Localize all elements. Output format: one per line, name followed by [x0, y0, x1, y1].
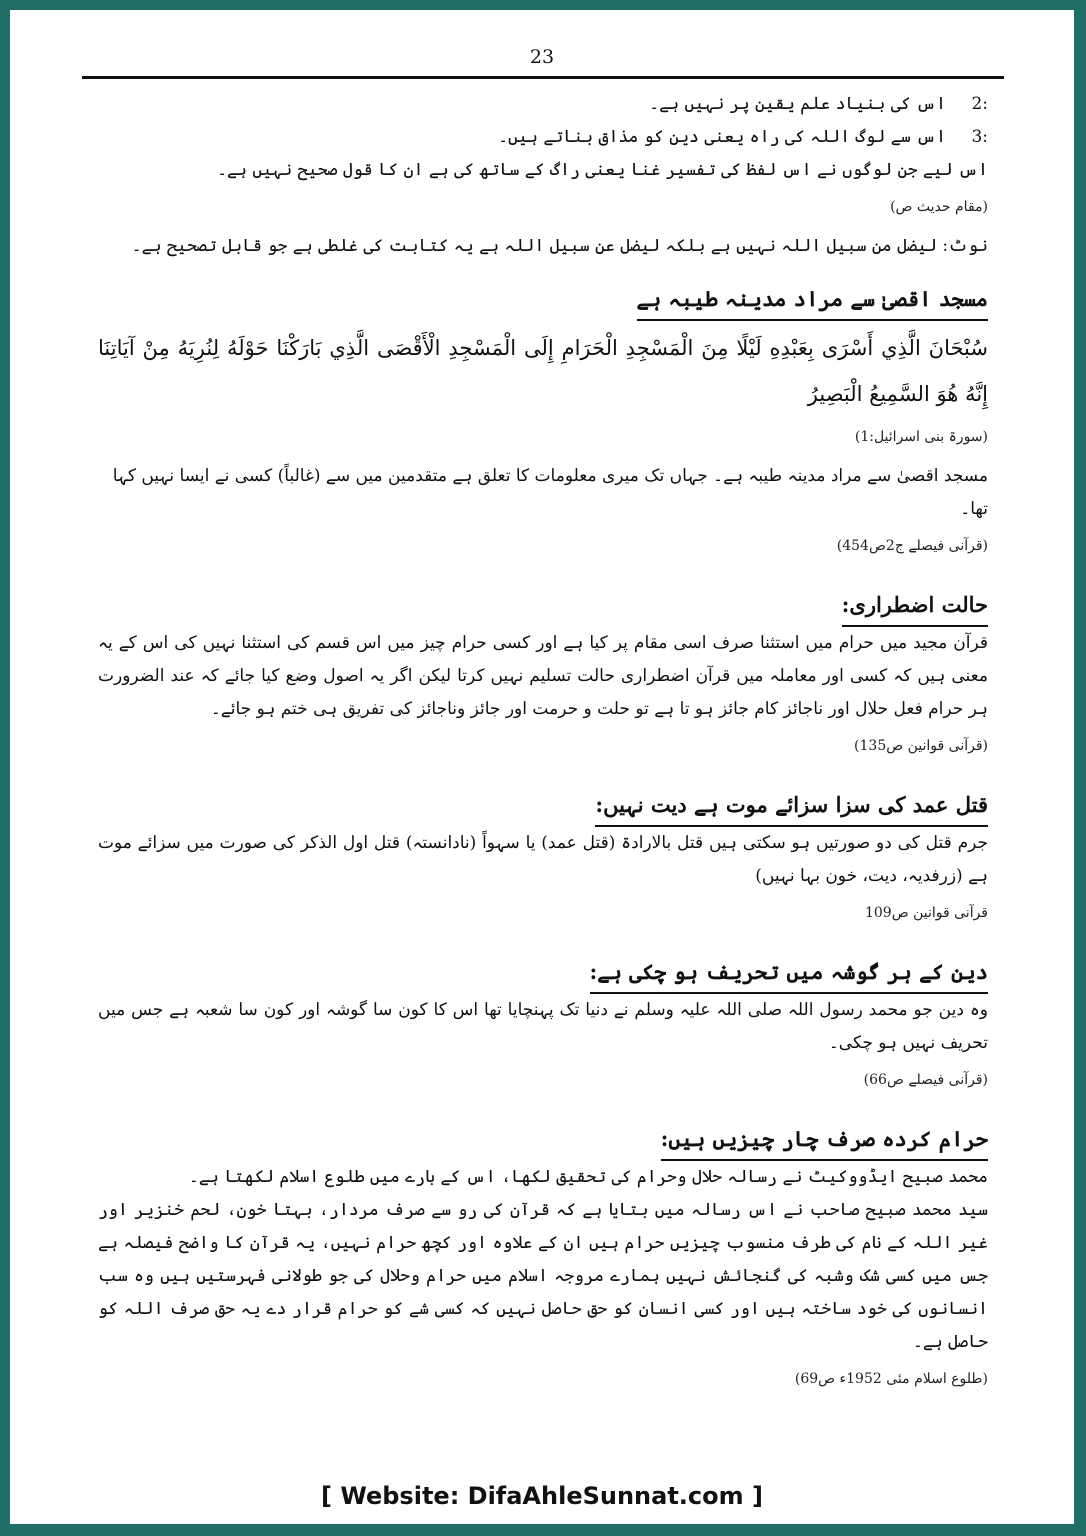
section-heading: مسجد اقصیٰ سے مراد مدینہ طیبہ ہے: [637, 281, 988, 321]
website-footer: [ Website: DifaAhleSunnat.com ]: [321, 1482, 763, 1510]
page-content: [98, 88, 988, 1402]
section-halat-iztirari: [98, 569, 988, 763]
numbered-item-3: [98, 121, 988, 154]
section-text: قرآن مجید میں حرام میں استثنا صرف اسی مقام پر کیا ہے اور کسی حرام چیز میں اس قسم کی استثنا نہیں کی اس کے یہ معنی ہیں کہ کسی اور معاملہ میں قرآن اضطراری حالت تسلیم نہیں کرتا لیکن اگر یہ اصول وضع کیا جائے کہ عند الضرورت ہر حرام فعل حلال اور ناجائز کام جائز ہو تا ہے تو حلت و حرمت اور جائز وناجائز کی تفریق ہی ختم ہو جائے۔: [98, 633, 988, 719]
section-text: وہ دین جو محمد رسول اللہ صلی اللہ علیہ وسلم نے دنیا تک پہنچایا تھا اس کا کون سا گوشہ اور کون سا شعبہ ہے جس میں تحریف نہیں ہو چکی۔: [98, 1000, 988, 1053]
section-reference: قرآنی قوانین ص109: [864, 905, 988, 921]
quran-verse: سُبْحَانَ الَّذِي أَسْرَى بِعَبْدِهِ لَيْلًا مِنَ الْمَسْجِدِ الْحَرَامِ إِلَى الْمَسْجِدِ الْأَقْصَى الَّذِي بَارَكْنَا حَوْلَهُ لِنُرِيَهُ مِنْ آيَاتِنَا إِنَّهُ هُوَ السَّمِيعُ الْبَصِيرُ: [98, 336, 988, 406]
section-haram-char-cheezen: [98, 1103, 988, 1396]
item-number: :3: [971, 127, 988, 147]
document-page: [10, 10, 1074, 1524]
section-masjid-aqsa: [98, 263, 988, 563]
item-text: اس کی بنیاد علم یقین پر نہیں ہے۔: [649, 94, 946, 114]
header-rule: [82, 76, 1004, 79]
section-heading: حرام کردہ صرف چار چیزیں ہیں:: [661, 1121, 988, 1161]
section-qatl-amd: [98, 769, 988, 930]
section-heading: حالت اضطراری:: [842, 587, 988, 627]
page-number: 23: [529, 46, 555, 68]
verse-reference: (سورۃ بنی اسرائیل:1): [854, 429, 988, 445]
section-reference: (طلوع اسلام مئی 1952ء ص69): [794, 1371, 988, 1387]
section-reference: (قرآنی فیصلے ص66): [863, 1072, 988, 1088]
section-reference: (قرآنی قوانین ص135): [854, 738, 988, 754]
section-deen-tahreef: [98, 936, 988, 1097]
note-paragraph: نوٹ: لیضل من سبیل اللہ نہیں ہے بلکہ لیضل عن سبیل اللہ ہے یہ کتابت کی غلطی ہے جو قابل تصحیح ہے۔: [131, 236, 988, 256]
item-text: اس سے لوگ اللہ کی راہ یعنی دین کو مذاق بناتے ہیں۔: [498, 127, 946, 147]
section-intro-text: محمد صبیح ایڈووکیٹ نے رسالہ حلال وحرام کی تحقیق لکھا، اس کے بارے میں طلوع اسلام لکھتا ہے۔: [188, 1167, 988, 1187]
section-heading: قتل عمد کی سزا سزائے موت ہے دیت نہیں:: [595, 787, 988, 827]
item-number: :2: [971, 94, 988, 114]
numbered-item-2: [98, 88, 988, 121]
section-reference: (قرآنی فیصلے ج2ص454): [836, 538, 988, 554]
reference-maqam-hadith: (مقام حدیث ص): [890, 199, 988, 215]
paragraph-conclusion: اس لیے جن لوگوں نے اس لفظ کی تفسیر غنا یعنی راگ کے ساتھ کی ہے ان کا قول صحیح نہیں ہے۔: [217, 160, 988, 180]
section-text: مسجد اقصیٰ سے مراد مدینہ طیبہ ہے۔ جہاں تک میری معلومات کا تعلق ہے متقدمین میں سے (غالباً) کسی نے ایسا نہیں کہا تھا۔: [112, 466, 988, 519]
section-heading: دین کے ہر گوشہ میں تحریف ہو چکی ہے:: [590, 954, 988, 994]
section-text: سید محمد صبیح صاحب نے اس رسالہ میں بتایا ہے کہ قرآن کی رو سے صرف مردار، بہتا خون، لحم خنزیر اور غیر اللہ کے نام کی طرف منسوب چیزیں حرام ہیں ان کے علاوہ اور کچھ حرام نہیں، یہ قرآن کا واضح فیصلہ ہے جس میں کسی شک وشبہ کی گنجائش نہیں ہمارے مروجہ اسلام میں حرام وحلال کی جو طولانی فہرستیں ہیں وہ سب انسانوں کی خود ساختہ ہیں اور کسی انسان کو حق حاصل نہیں کہ کسی شے کو حرام قرار دے یہ حق صرف اللہ کو حاصل ہے۔: [98, 1200, 988, 1352]
section-text: جرم قتل کی دو صورتیں ہو سکتی ہیں قتل بالارادۃ (قتل عمد) یا سہواً (نادانستہ) قتل اول الذکر کی صورت میں سزائے موت ہے (زرفدیہ، دیت، خون بہا نہیں): [98, 833, 988, 886]
